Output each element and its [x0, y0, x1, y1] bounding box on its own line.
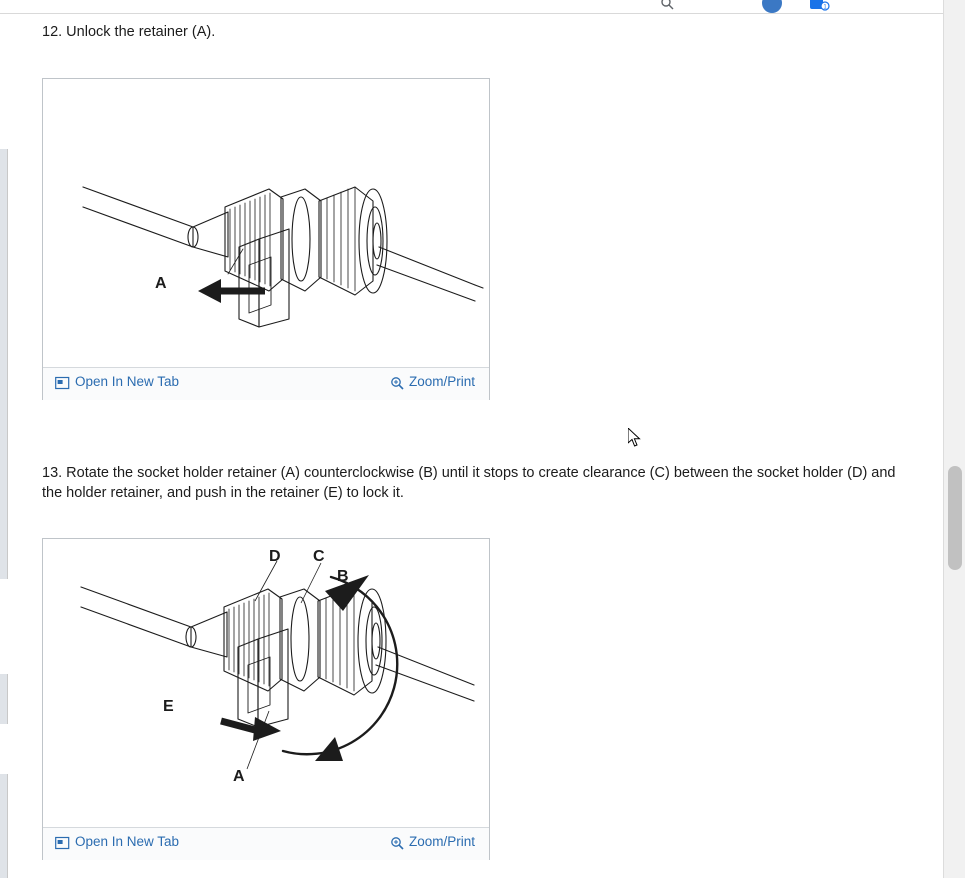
figure-step-13-toolbar: [43, 827, 489, 860]
document-viewport: [0, 14, 943, 878]
magnifier-zoom-icon[interactable]: [390, 376, 405, 390]
vertical-scrollbar[interactable]: [943, 0, 965, 878]
open-in-new-tab-link[interactable]: Open In New Tab: [75, 374, 180, 389]
search-icon[interactable]: [660, 0, 682, 8]
step-12-text: 12. Unlock the retainer (A).: [42, 24, 216, 40]
browser-toolbar-sliver: [0, 0, 965, 14]
figure-step-12-illustration: [43, 79, 489, 367]
background-window-edge: [0, 774, 8, 878]
background-window-edge: [0, 149, 8, 579]
figure-step-13-illustration: [43, 539, 489, 827]
callout-D: D: [269, 548, 281, 565]
open-in-new-tab-icon[interactable]: [55, 836, 70, 850]
callout-C: C: [313, 548, 325, 565]
svg-text:1: 1: [823, 4, 827, 11]
zoom-print-link[interactable]: Zoom/Print: [408, 374, 475, 389]
figure-step-12: [42, 78, 490, 400]
svg-text:A: A: [155, 275, 167, 292]
zoom-print-link[interactable]: Zoom/Print: [408, 834, 475, 849]
callout-A: A: [233, 768, 245, 785]
step-13-text: 13. Rotate the socket holder retainer (A) counterclockwise (B) until it stops to create clearance (C) between the socket holder (D) and the holder retainer, and push in the retainer (E) to lock it.: [42, 465, 896, 501]
callout-E: E: [163, 698, 174, 715]
scrollbar-thumb[interactable]: [948, 466, 962, 570]
open-in-new-tab-icon[interactable]: [55, 376, 70, 390]
figure-step-13: [42, 538, 490, 860]
callout-B: B: [337, 568, 349, 585]
magnifier-zoom-icon[interactable]: [390, 836, 405, 850]
open-in-new-tab-link[interactable]: Open In New Tab: [75, 834, 180, 849]
background-window-edge: [0, 674, 8, 724]
extensions-puzzle-icon[interactable]: [808, 0, 830, 13]
figure-step-12-toolbar: [43, 367, 489, 400]
